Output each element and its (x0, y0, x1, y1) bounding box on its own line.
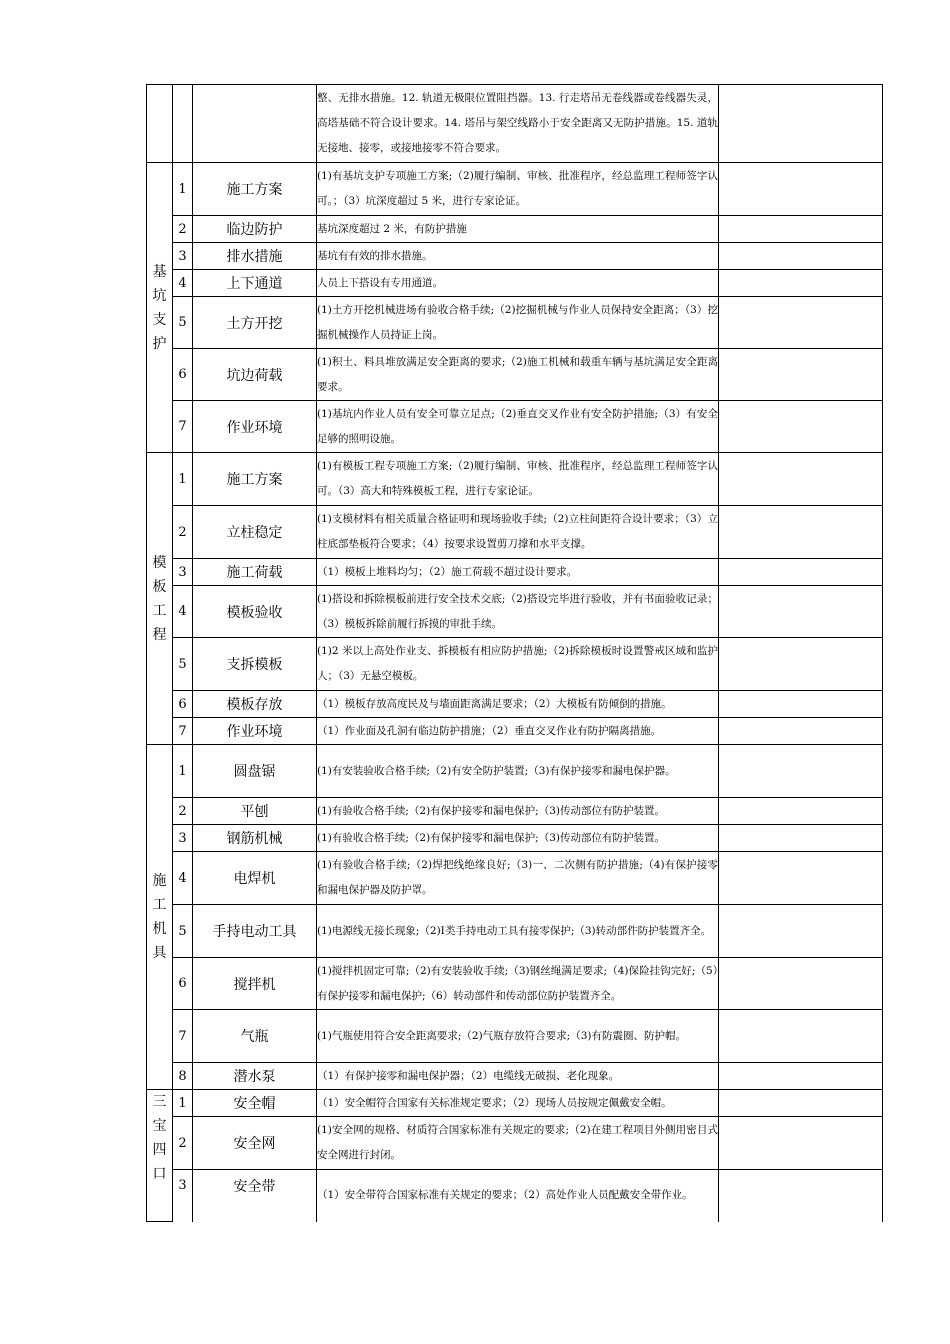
item-cell: 临边防护 (193, 216, 317, 243)
requirement-cell: (1)土方开挖机械进场有验收合格手续;（2)挖掘机械与作业人员保持安全距离；（3）挖掘机械操作人员持证上岗。 (317, 297, 719, 349)
item-cell: 模板存放 (193, 691, 317, 718)
number-cell: 2 (173, 216, 193, 243)
table-row (147, 85, 883, 163)
requirement-cell: (1)安全网的规格、材质符合国家标准有关规定的要求;（2)在建工程项目外侧用密目式安全网进行封闭。 (317, 1117, 719, 1170)
requirement-cell: （1）安全帽符合国家有关标准规定要求；（2）现场人员按规定佩戴安全帽。 (317, 1090, 719, 1117)
remark-cell (719, 270, 883, 297)
requirement-cell: (1)有验收合格手续;（2)有保护接零和漏电保护;（3)传动部位有防护装置。 (317, 798, 719, 825)
requirement-cell: (1)有验收合格手续;（2)焊把线绝缘良好;（3)一、二次侧有防护措施;（4)有保护接零和漏电保护器及防护罩。 (317, 852, 719, 905)
number-cell: 3 (173, 1170, 193, 1222)
number-cell: 3 (173, 825, 193, 852)
table-row (147, 453, 883, 506)
table-row (147, 297, 883, 349)
number-cell: 6 (173, 349, 193, 401)
remark-cell (719, 1063, 883, 1090)
item-cell: 支拆模板 (193, 638, 317, 691)
number-cell: 7 (173, 1010, 193, 1063)
item-cell: 安全带 (193, 1170, 317, 1222)
category-cell (147, 745, 173, 1090)
number-cell (173, 85, 193, 163)
table-row (147, 718, 883, 745)
requirement-cell: (1)基坑内作业人员有安全可靠立足点;（2)垂直交叉作业有安全防护措施;（3）有安全足够的照明设施。 (317, 401, 719, 453)
item-cell: 圆盘锯 (193, 745, 317, 798)
remark-cell (719, 1170, 883, 1222)
table-row (147, 270, 883, 297)
category-label: 三宝四口 (152, 1094, 167, 1182)
remark-cell (719, 349, 883, 401)
table-row (147, 1117, 883, 1170)
table-row (147, 1063, 883, 1090)
item-cell: 安全帽 (193, 1090, 317, 1117)
table-row (147, 1010, 883, 1063)
number-cell: 5 (173, 905, 193, 958)
table-row (147, 586, 883, 638)
item-cell: 安全网 (193, 1117, 317, 1170)
item-cell: 作业环境 (193, 401, 317, 453)
requirement-cell: (1)有模板工程专项施工方案;（2)履行编制、审核、批准程序，经总监理工程师签字认可。（3）高大和特殊模板工程，进行专家论证。 (317, 453, 719, 506)
requirement-cell: 人员上下搭设有专用通道。 (317, 270, 719, 297)
item-cell: 潜水泵 (193, 1063, 317, 1090)
requirement-cell: (1)2 米以上高处作业支、拆模板有相应防护措施;（2)拆除模板时设置警戒区域和监护人；（3）无悬空模板。 (317, 638, 719, 691)
requirement-cell: （1）安全带符合国家标准有关规定的要求；（2）高处作业人员配戴安全带作业。 (317, 1170, 719, 1222)
category-label: 施工机具 (152, 873, 167, 961)
remark-cell (719, 586, 883, 638)
table-row (147, 163, 883, 216)
table-row (147, 243, 883, 270)
category-cell (147, 85, 173, 163)
requirement-cell: (1)搅拌机固定可靠;（2)有安装验收手续;（3)钢丝绳满足要求;（4)保险挂钩完好;（5）有保护接零和漏电保护;（6）转动部件和传动部位防护装置齐全。 (317, 958, 719, 1010)
requirement-cell: (1)搭设和拆除模板前进行安全技术交底;（2)搭设完毕进行验收，并有书面验收记录；（3）模板拆除前履行拆摸的审批手续。 (317, 586, 719, 638)
requirement-cell: (1)积土、料具堆放满足安全距离的要求;（2)施工机械和载重车辆与基坑满足安全距离要求。 (317, 349, 719, 401)
remark-cell (719, 85, 883, 163)
number-cell: 2 (173, 506, 193, 559)
item-cell: 作业环境 (193, 718, 317, 745)
table-row (147, 852, 883, 905)
remark-cell (719, 718, 883, 745)
item-cell: 平刨 (193, 798, 317, 825)
item-cell: 钢筋机械 (193, 825, 317, 852)
requirement-cell: （1）模板存放高度民及与墙面距离满足要求；（2）大模板有防倾倒的措施。 (317, 691, 719, 718)
remark-cell (719, 638, 883, 691)
number-cell: 7 (173, 401, 193, 453)
category-cell (147, 1090, 173, 1222)
remark-cell (719, 453, 883, 506)
item-cell: 施工方案 (193, 163, 317, 216)
remark-cell (719, 745, 883, 798)
number-cell: 6 (173, 691, 193, 718)
number-cell: 1 (173, 453, 193, 506)
table-row (147, 506, 883, 559)
remark-cell (719, 297, 883, 349)
requirement-cell: 整、无排水措施。12. 轨道无极限位置阻挡器。13. 行走塔吊无卷线器或卷线器失灵，高塔基础不符合设计要求。14. 塔吊与架空线路小于安全距离又无防护措施。15. 道轨无接地、接零，或接地接零不符合要求。 (317, 85, 719, 163)
requirement-cell: （1）模板上堆料均匀；（2）施工荷载不超过设计要求。 (317, 559, 719, 586)
remark-cell (719, 243, 883, 270)
number-cell: 2 (173, 798, 193, 825)
remark-cell (719, 1010, 883, 1063)
remark-cell (719, 905, 883, 958)
number-cell: 4 (173, 270, 193, 297)
requirement-cell: （1）作业面及孔洞有临边防护措施；（2）垂直交叉作业有防护隔离措施。 (317, 718, 719, 745)
number-cell: 4 (173, 852, 193, 905)
item-cell: 上下通道 (193, 270, 317, 297)
number-cell: 3 (173, 559, 193, 586)
number-cell: 4 (173, 586, 193, 638)
item-cell: 电焊机 (193, 852, 317, 905)
item-cell: 施工方案 (193, 453, 317, 506)
remark-cell (719, 1090, 883, 1117)
remark-cell (719, 958, 883, 1010)
item-cell: 坑边荷载 (193, 349, 317, 401)
item-cell: 搅拌机 (193, 958, 317, 1010)
number-cell: 8 (173, 1063, 193, 1090)
remark-cell (719, 1117, 883, 1170)
item-cell: 手持电动工具 (193, 905, 317, 958)
table-row (147, 349, 883, 401)
category-cell (147, 163, 173, 453)
table-row (147, 905, 883, 958)
item-cell: 施工荷载 (193, 559, 317, 586)
category-cell (147, 453, 173, 745)
table-row (147, 825, 883, 852)
requirement-cell: 基坑有有效的排水措施。 (317, 243, 719, 270)
category-label: 模板工程 (152, 554, 167, 643)
table-row (147, 958, 883, 1010)
remark-cell (719, 506, 883, 559)
table-row (147, 691, 883, 718)
table-row (147, 401, 883, 453)
number-cell: 6 (173, 958, 193, 1010)
item-cell: 立柱稳定 (193, 506, 317, 559)
remark-cell (719, 163, 883, 216)
number-cell: 5 (173, 297, 193, 349)
requirement-cell: (1)气瓶使用符合安全距离要求;（2)气瓶存放符合要求;（3)有防震圈、防护帽。 (317, 1010, 719, 1063)
remark-cell (719, 852, 883, 905)
remark-cell (719, 216, 883, 243)
table-row (147, 216, 883, 243)
requirement-cell: (1)有安装验收合格手续;（2)有安全防护装置;（3)有保护接零和漏电保护器。 (317, 745, 719, 798)
item-cell: 土方开挖 (193, 297, 317, 349)
category-label: 基坑支护 (152, 263, 167, 352)
remark-cell (719, 691, 883, 718)
number-cell: 1 (173, 163, 193, 216)
requirement-cell: 基坑深度超过 2 米，有防护措施 (317, 216, 719, 243)
table-row (147, 745, 883, 798)
number-cell: 5 (173, 638, 193, 691)
table-row (147, 1090, 883, 1117)
requirement-cell: （1）有保护接零和漏电保护器；（2）电缆线无破损、老化现象。 (317, 1063, 719, 1090)
number-cell: 7 (173, 718, 193, 745)
item-cell: 模板验收 (193, 586, 317, 638)
table-row (147, 638, 883, 691)
table-row (147, 1170, 883, 1222)
table-row (147, 798, 883, 825)
number-cell: 1 (173, 1090, 193, 1117)
requirement-cell: (1)有基坑支护专项施工方案;（2)履行编制、审核、批准程序，经总监理工程师签字认可。；（3）坑深度超过 5 米，进行专家论证。 (317, 163, 719, 216)
remark-cell (719, 401, 883, 453)
item-cell: 气瓶 (193, 1010, 317, 1063)
requirement-cell: (1)电源线无接长现象;（2)Ⅰ类手持电动工具有接零保护;（3)转动部件防护装置齐全。 (317, 905, 719, 958)
remark-cell (719, 798, 883, 825)
requirement-cell: (1)支模材料有相关质量合格证明和现场验收手续;（2)立柱间距符合设计要求；（3）立柱底部垫板符合要求；（4）按要求设置剪刀撑和水平支撑。 (317, 506, 719, 559)
number-cell: 1 (173, 745, 193, 798)
item-cell: 排水措施 (193, 243, 317, 270)
item-cell (193, 85, 317, 163)
number-cell: 2 (173, 1117, 193, 1170)
table-row (147, 559, 883, 586)
requirement-cell: (1)有验收合格手续;（2)有保护接零和漏电保护;（3)传动部位有防护装置。 (317, 825, 719, 852)
number-cell: 3 (173, 243, 193, 270)
safety-inspection-table (146, 84, 883, 1222)
remark-cell (719, 825, 883, 852)
remark-cell (719, 559, 883, 586)
